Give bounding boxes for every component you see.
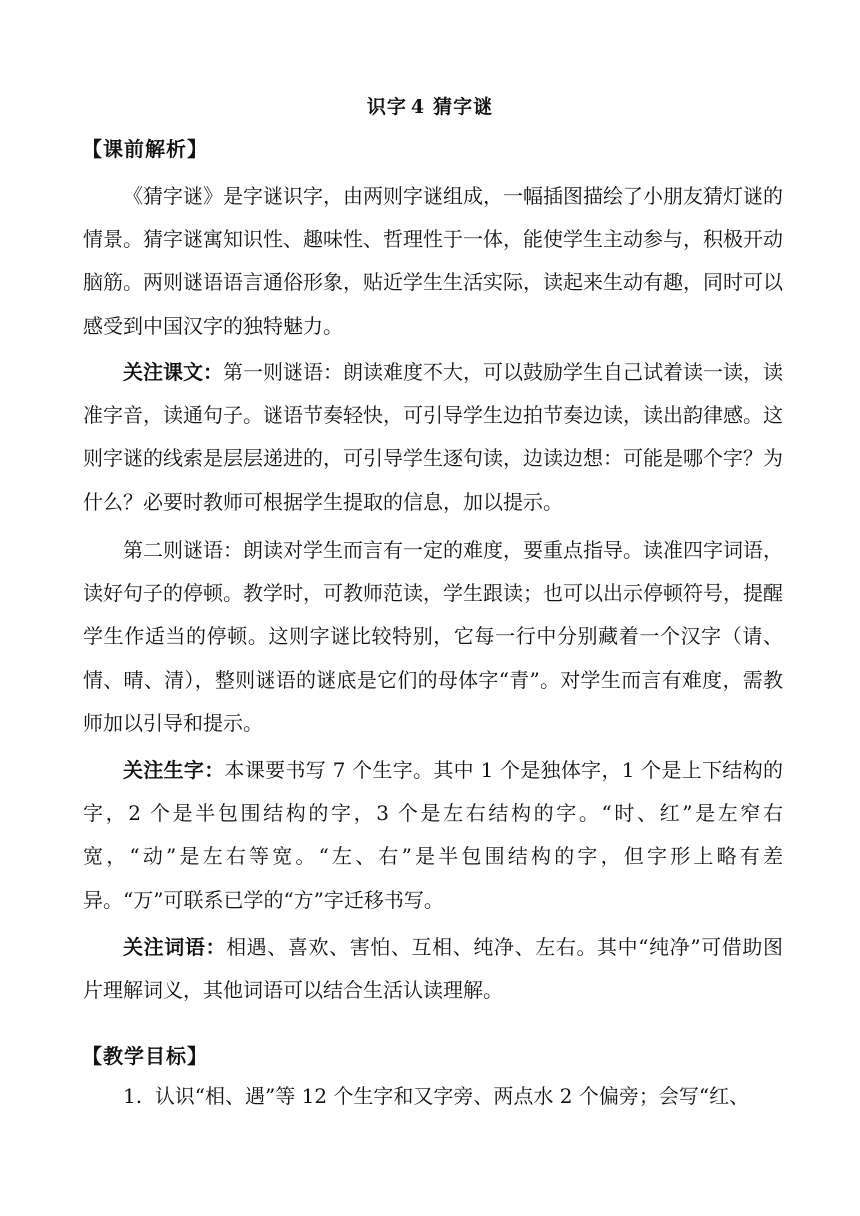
goal-item [83,1075,783,1118]
second-riddle-paragraph: 第二则谜语：朗读对学生而言有一定的难度，要重点指导。读准四字词语，读好句子的停顿。教学时，可教师范读，学生跟读；也可以出示停顿符号，提醒学生作适当的停顿。这则字谜比较特别，它每一行中分别藏着一个汉字（请、情、晴、清），整则谜语的谜底是它们的母体字“青”。对学生而言有难度，需教师加以引导和提示。 [83,538,783,735]
page-title [0,92,860,119]
title-prefix: 识字 [366,96,407,118]
title-name: 猜字谜 [433,96,494,118]
goal-item-number: 1. [123,1084,143,1108]
section-heading-goals: 【教学目标】 [82,1044,208,1068]
chars-focus-paragraph [83,749,783,922]
title-number: 4 [410,96,426,118]
text-focus-body: 第一则谜语：朗读难度不大，可以鼓励学生自己试着读一读，读准字音，读通句子。谜语节奏轻快，可引导学生边拍节奏边读，读出韵律感。这则字谜的线索是层层递进的，可引导学生逐句读，边读边想：可能是哪个字？为什么？必要时教师可根据学生提取的信息，加以提示。 [83,360,783,514]
words-focus-paragraph [83,926,783,1012]
words-focus-body: 相遇、喜欢、害怕、互相、纯净、左右。其中“纯净”可借助图片理解词义，其他词语可以结合生活认读理解。 [83,935,784,1003]
goal-item-text: 认识“相、遇”等 12 个生字和又字旁、两点水 2 个偏旁；会写“红、 [154,1084,750,1108]
chars-focus-body: 本课要书写 7 个生字。其中 1 个是独体字，1 个是上下结构的字，2 个是半包围结构的字，3 个是左右结构的字。“时、红”是左窄右宽，“动”是左右等宽。“左、右”是半包围结构的字，但字形上略有差异。“万”可联系已学的“方”字迁移书写。 [83,758,784,912]
words-focus-label: 关注词语： [123,935,227,959]
text-focus-label: 关注课文： [123,360,223,384]
chars-focus-label: 关注生字： [123,758,225,782]
text-focus-paragraph [83,351,783,524]
intro-paragraph: 《猜字谜》是字谜识字，由两则字谜组成，一幅插图描绘了小朋友猜灯谜的情景。猜字谜寓知识性、趣味性、哲理性于一体，能使学生主动参与，积极开动脑筋。两则谜语语言通俗形象，贴近学生生活实际，读起来生动有趣，同时可以感受到中国汉字的独特魅力。 [83,184,783,338]
section-heading-analysis: 【课前解析】 [82,137,208,161]
